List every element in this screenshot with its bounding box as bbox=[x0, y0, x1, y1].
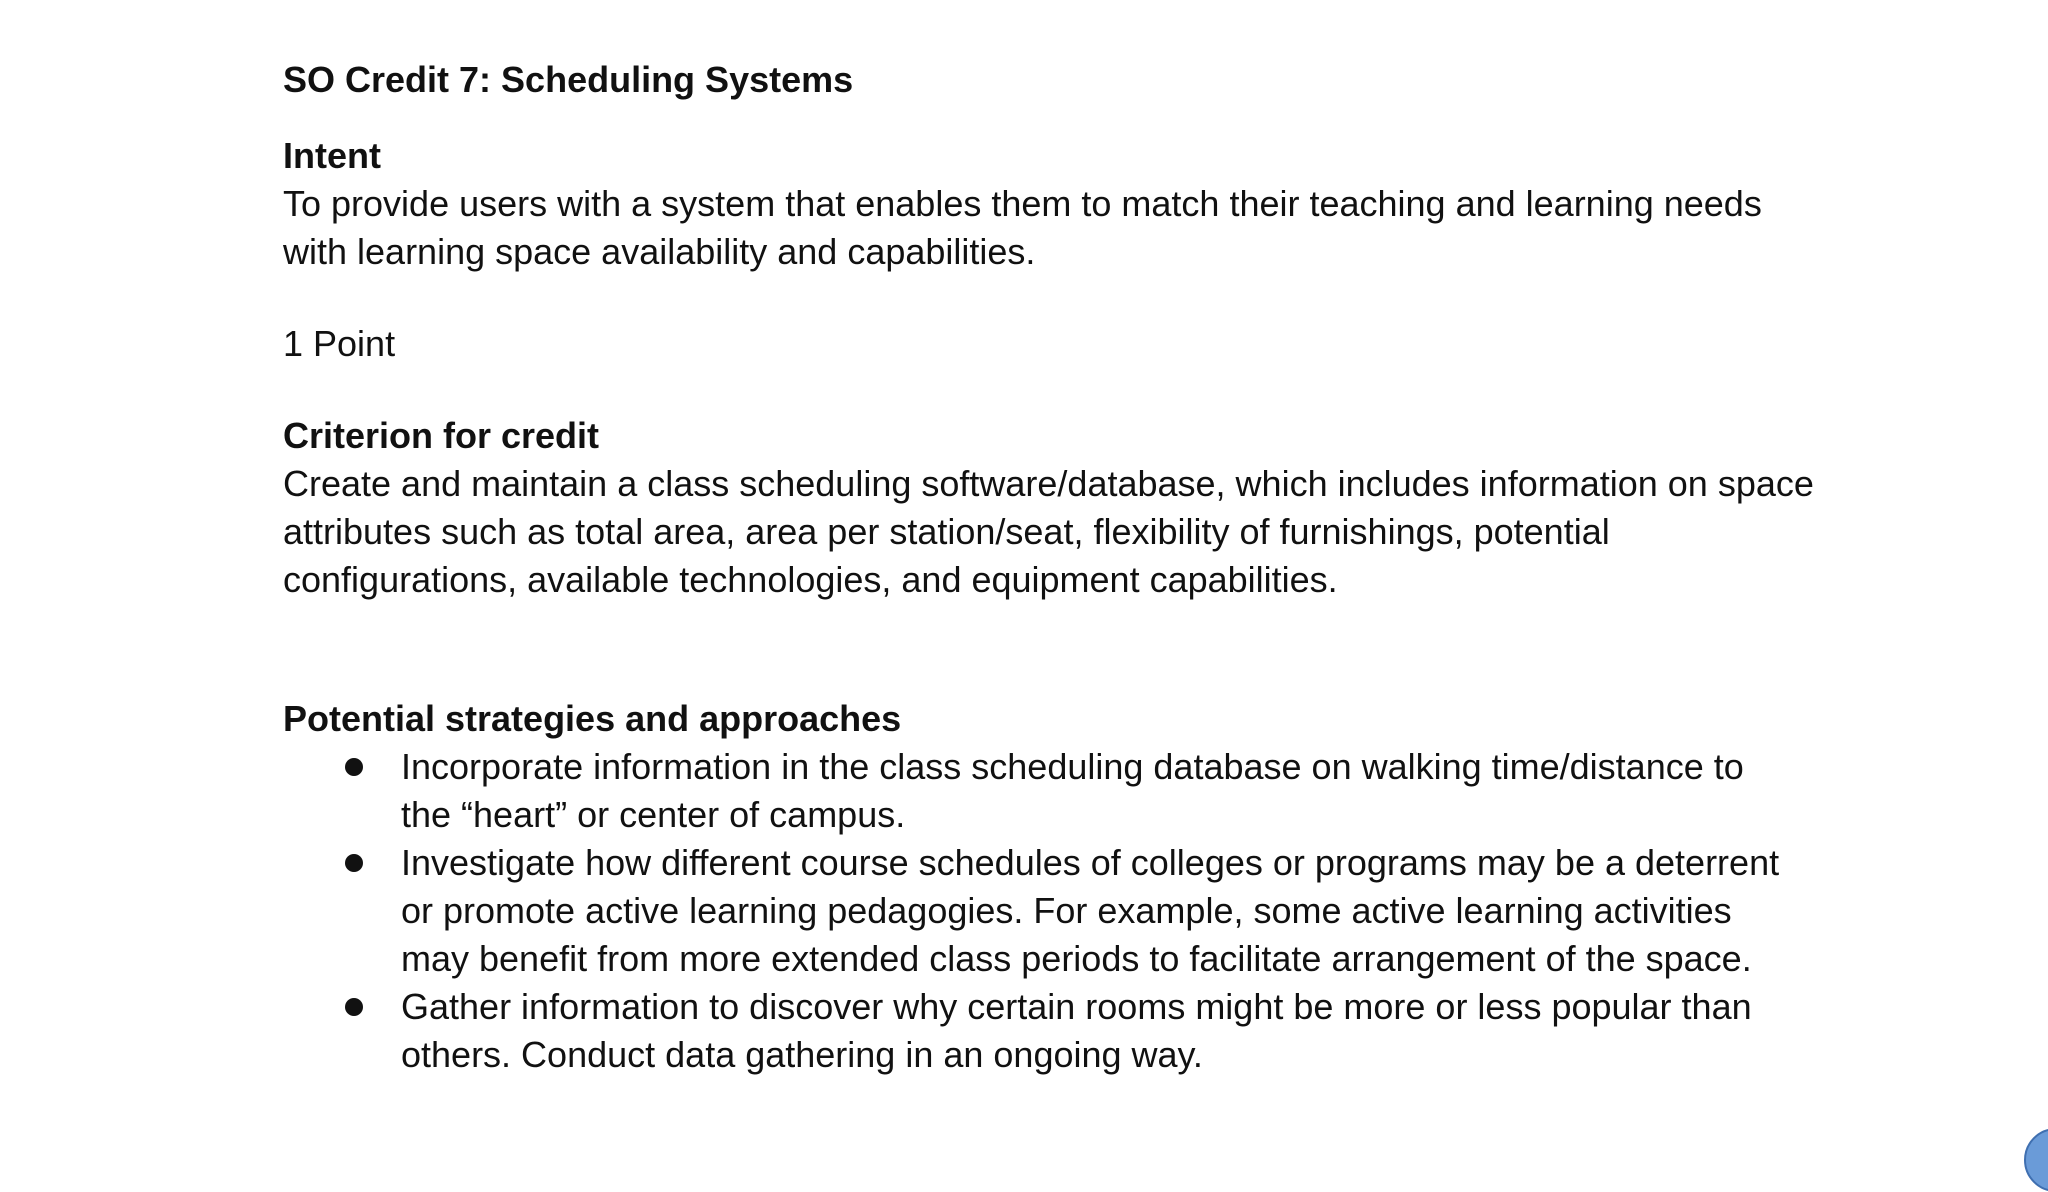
criterion-text-line: Create and maintain a class scheduling software/database, which includes information on space bbox=[283, 463, 1814, 504]
list-item bbox=[283, 839, 1843, 983]
points-value: 1 Point bbox=[283, 323, 396, 364]
criterion-heading: Criterion for credit bbox=[283, 415, 600, 456]
list-item-line: or promote active learning pedagogies. For example, some active learning activities bbox=[401, 890, 1732, 931]
floating-action-button[interactable] bbox=[2024, 1128, 2048, 1192]
intent-heading: Intent bbox=[283, 135, 381, 176]
bullet-icon bbox=[345, 998, 363, 1016]
intent-text-line: To provide users with a system that enables them to match their teaching and learning needs bbox=[283, 183, 1762, 224]
list-item bbox=[283, 743, 1843, 839]
list-item-line: the “heart” or center of campus. bbox=[401, 794, 906, 835]
document-page bbox=[283, 56, 1843, 1079]
strategies-list bbox=[283, 743, 1843, 1079]
list-item-line: may benefit from more extended class periods to facilitate arrangement of the space. bbox=[401, 938, 1752, 979]
bullet-icon bbox=[345, 854, 363, 872]
intent-text-line: with learning space availability and capabilities. bbox=[283, 231, 1036, 272]
criterion-text-line: configurations, available technologies, and equipment capabilities. bbox=[283, 559, 1338, 600]
list-item-line: Gather information to discover why certain rooms might be more or less popular than bbox=[401, 986, 1752, 1027]
list-item-line: Investigate how different course schedules of colleges or programs may be a deterrent bbox=[401, 842, 1780, 883]
document-title: SO Credit 7: Scheduling Systems bbox=[283, 59, 854, 100]
list-item bbox=[283, 983, 1843, 1079]
list-item-line: Incorporate information in the class scheduling database on walking time/distance to bbox=[401, 746, 1744, 787]
criterion-text-line: attributes such as total area, area per station/seat, flexibility of furnishings, potential bbox=[283, 511, 1610, 552]
bullet-icon bbox=[345, 758, 363, 776]
strategies-heading: Potential strategies and approaches bbox=[283, 698, 902, 739]
list-item-line: others. Conduct data gathering in an ongoing way. bbox=[401, 1034, 1203, 1075]
